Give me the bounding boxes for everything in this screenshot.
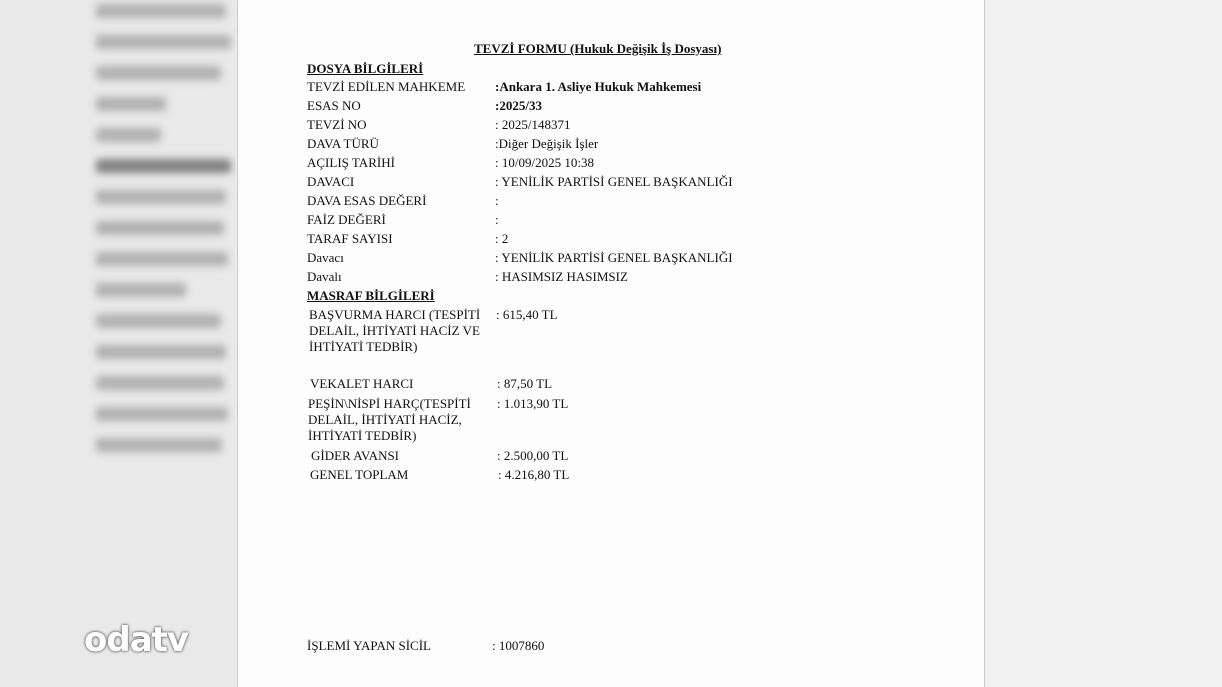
- masraf-row-label: VEKALET HARCI: [310, 376, 414, 391]
- dosya-row-value: : 10/09/2025 10:38: [495, 155, 594, 170]
- masraf-row-value: : 87,50 TL: [497, 376, 553, 391]
- dosya-row-value: : 2: [495, 231, 509, 246]
- document-title: TEVZİ FORMU (Hukuk Değişik İş Dosyası): [474, 41, 722, 56]
- dosya-row-value: :: [495, 193, 499, 208]
- dosya-row-label: DAVACI: [307, 174, 355, 189]
- dosya-row-label: FAİZ DEĞERİ: [307, 212, 386, 227]
- dosya-row-label: Davacı: [307, 250, 344, 265]
- dosya-row-label: DAVA TÜRÜ: [307, 136, 379, 151]
- blurred-background-left: [0, 0, 236, 687]
- dosya-row-value: :Ankara 1. Asliye Hukuk Mahkemesi: [495, 79, 702, 94]
- blurred-background-right: [984, 0, 1222, 687]
- dosya-row-label: Davalı: [307, 269, 342, 284]
- masraf-row-value: : 4.216,80 TL: [498, 467, 570, 482]
- masraf-row-label: GENEL TOPLAM: [310, 467, 409, 482]
- dosya-row-value: : HASIMSIZ HASIMSIZ: [495, 269, 628, 284]
- masraf-row-value: : 1.013,90 TL: [497, 396, 569, 411]
- dosya-row-value: : YENİLİK PARTİSİ GENEL BAŞKANLIĞI: [495, 174, 733, 189]
- dosya-row-value: :Diğer Değişik İşler: [495, 136, 599, 151]
- masraf-row-label: PEŞİN\NİSPİ HARÇ(TESPİTİ DELAİL, İHTİYATİ HACİZ, İHTİYATİ TEDBİR): [308, 396, 471, 443]
- dosya-row-label: DAVA ESAS DEĞERİ: [307, 193, 427, 208]
- dosya-row-label: TEVZİ NO: [307, 117, 367, 132]
- dosya-row-label: TEVZİ EDİLEN MAHKEME: [307, 79, 466, 94]
- dosya-row-value: : 2025/148371: [495, 117, 571, 132]
- masraf-row-value: : 615,40 TL: [496, 307, 558, 322]
- masraf-row-value: : 2.500,00 TL: [497, 448, 569, 463]
- odatv-logo: odatv: [84, 620, 189, 660]
- masraf-section-title: MASRAF BİLGİLERİ: [307, 288, 435, 303]
- dosya-row-label: ESAS NO: [307, 98, 361, 113]
- dosya-row-value: :2025/33: [495, 98, 542, 113]
- sicil-value: : 1007860: [492, 638, 545, 653]
- dosya-row-label: AÇILIŞ TARİHİ: [307, 155, 395, 170]
- blurred-text-lines: [96, 0, 231, 469]
- masraf-row-label: BAŞVURMA HARCI (TESPİTİ DELAİL, İHTİYATİ HACİZ VE İHTİYATİ TEDBİR): [309, 307, 481, 354]
- dosya-section-title: DOSYA BİLGİLERİ: [307, 61, 424, 76]
- sicil-label: İŞLEMİ YAPAN SİCİL: [307, 638, 431, 653]
- dosya-row-value: :: [495, 212, 499, 227]
- masraf-row-label: GİDER AVANSI: [311, 448, 400, 463]
- dosya-row-label: TARAF SAYISI: [307, 231, 393, 246]
- dosya-row-value: : YENİLİK PARTİSİ GENEL BAŞKANLIĞI: [495, 250, 733, 265]
